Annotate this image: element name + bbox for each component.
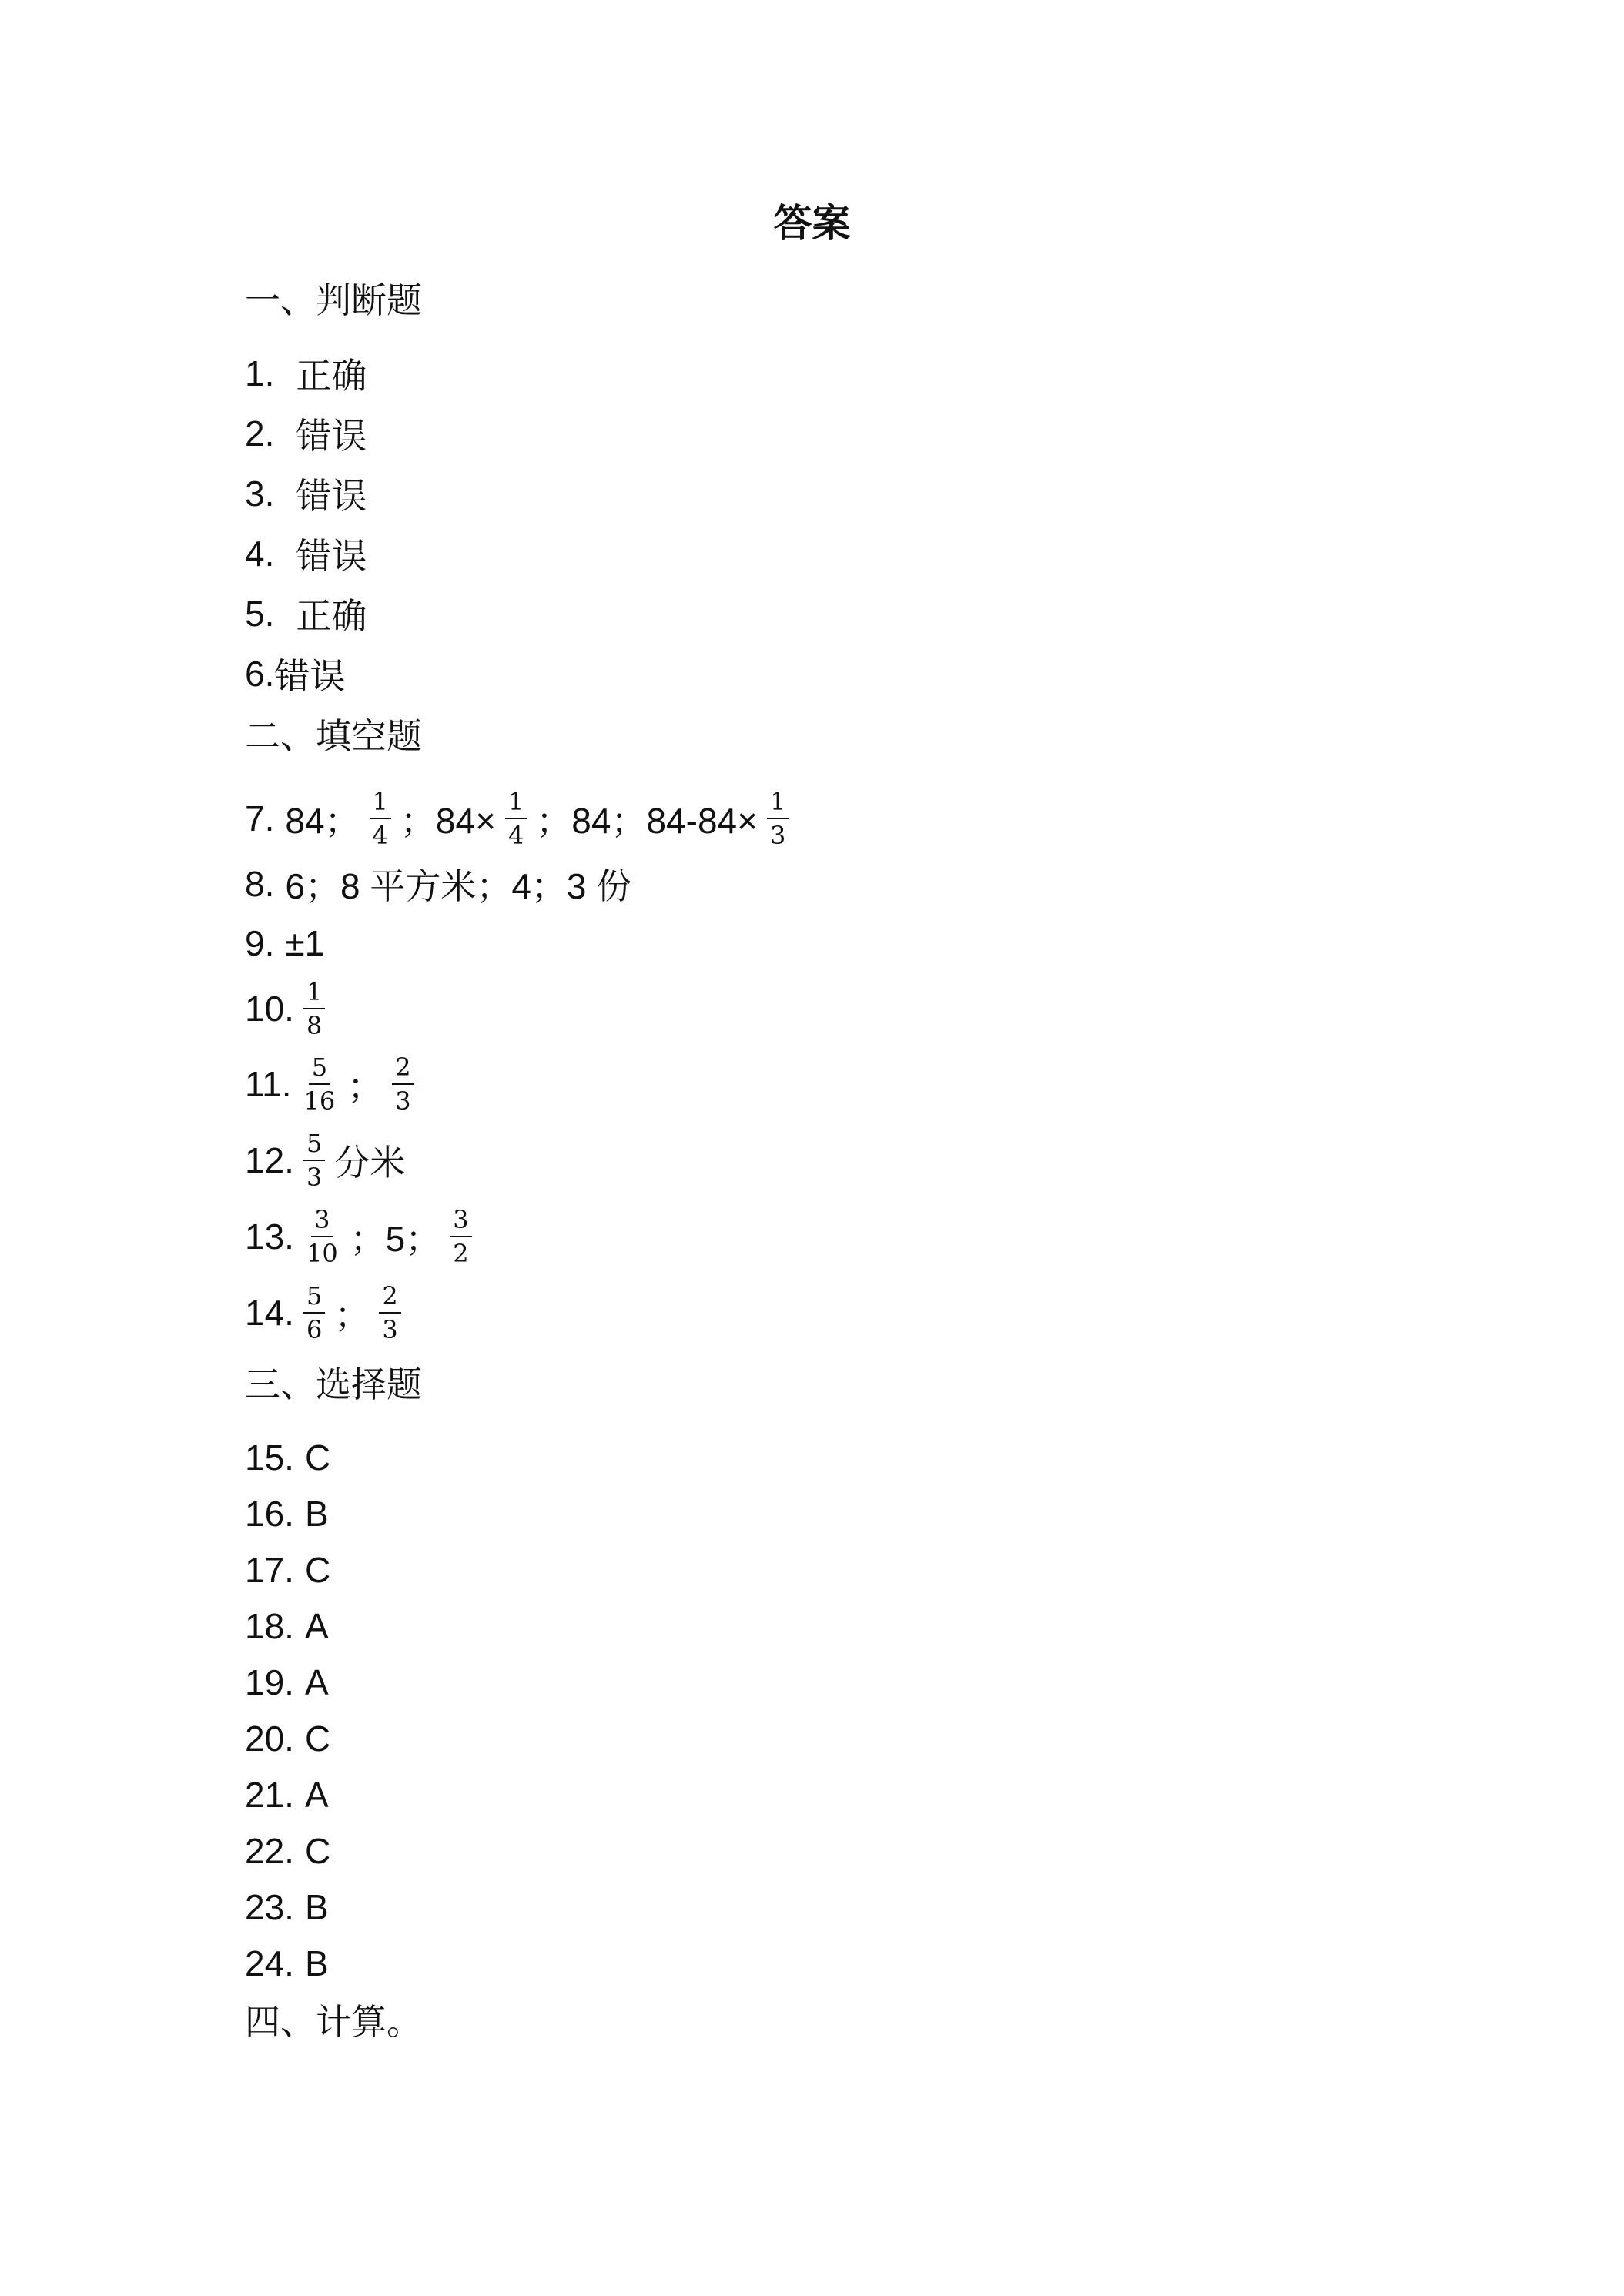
question-number: 1. — [245, 353, 275, 393]
question-number: 4. — [245, 534, 275, 574]
section-heading-judge: 一、判断题 — [245, 280, 422, 320]
answer: 错误 — [274, 656, 346, 696]
question-number: 2. — [245, 413, 275, 454]
judge-item-5 — [245, 579, 367, 648]
question-number: 6. — [245, 654, 275, 694]
choice-item-19: 19. A — [245, 1662, 329, 1702]
fraction: $\frac{2}{3}$ — [379, 1284, 400, 1342]
fill-item-7: 7. 84； $\frac{1}{4}$ ；84× $\frac{1}{4}$ ；84；84-84× $\frac{1}{3}$ — [245, 784, 798, 853]
answer: 正确 — [296, 596, 367, 636]
fill-item-13: 13. $\frac{3}{10}$ ；5； $\frac{3}{2}$ — [245, 1202, 481, 1271]
choice-item-23: 23. B — [245, 1887, 329, 1927]
answer: 错误 — [296, 476, 367, 516]
judge-item-3 — [245, 459, 367, 528]
choice-item-16: 16. B — [245, 1494, 329, 1534]
fill-item-8: 8. 6；8 平方米；4；3 份 — [245, 864, 632, 906]
fill-item-12: 12. $\frac{5}{3}$ 分米 — [245, 1129, 406, 1192]
fraction: $\frac{1}{8}$ — [303, 979, 325, 1038]
fraction: $\frac{1}{3}$ — [767, 789, 789, 848]
choice-item-15: 15. C — [245, 1438, 331, 1478]
fraction: $\frac{1}{4}$ — [370, 789, 391, 848]
section-heading-fill: 二、填空题 — [245, 716, 422, 756]
choice-item-24: 24. B — [245, 1943, 329, 1983]
choice-item-18: 18. A — [245, 1606, 329, 1646]
section-heading-calc: 四、计算。 — [245, 2002, 422, 2042]
answer: 错误 — [296, 536, 367, 576]
fill-item-9: 9. ±1 — [245, 923, 325, 963]
judge-item-6 — [245, 639, 345, 708]
question-number: 5. — [245, 594, 275, 634]
fraction: $\frac{1}{4}$ — [505, 789, 527, 848]
judge-item-1 — [245, 339, 367, 408]
choice-item-22: 22. C — [245, 1831, 331, 1871]
answer: 正确 — [296, 356, 367, 396]
fraction: $\frac{3}{10}$ — [306, 1205, 338, 1268]
choice-item-17: 17. C — [245, 1550, 331, 1590]
fill-item-14: 14. $\frac{5}{6}$ ； $\frac{2}{3}$ — [245, 1278, 410, 1347]
judge-item-4 — [245, 519, 367, 588]
choice-item-21: 21. A — [245, 1775, 329, 1815]
fill-item-11: 11. $\frac{5}{16}$ ； $\frac{2}{3}$ — [245, 1049, 424, 1119]
fill-item-10: 10. $\frac{1}{8}$ — [245, 974, 334, 1043]
answer: 错误 — [296, 416, 367, 456]
choice-item-20: 20. C — [245, 1719, 331, 1759]
fraction: $\frac{5}{6}$ — [303, 1284, 325, 1342]
question-number: 3. — [245, 474, 275, 514]
judge-item-2 — [245, 399, 367, 468]
fraction: $\frac{5}{3}$ — [303, 1131, 325, 1190]
fraction: $\frac{5}{16}$ — [303, 1053, 336, 1116]
page-title: 答案 — [773, 202, 851, 245]
section-heading-choice: 三、选择题 — [245, 1364, 422, 1404]
fraction: $\frac{3}{2}$ — [450, 1207, 471, 1266]
fraction: $\frac{2}{3}$ — [392, 1055, 414, 1113]
